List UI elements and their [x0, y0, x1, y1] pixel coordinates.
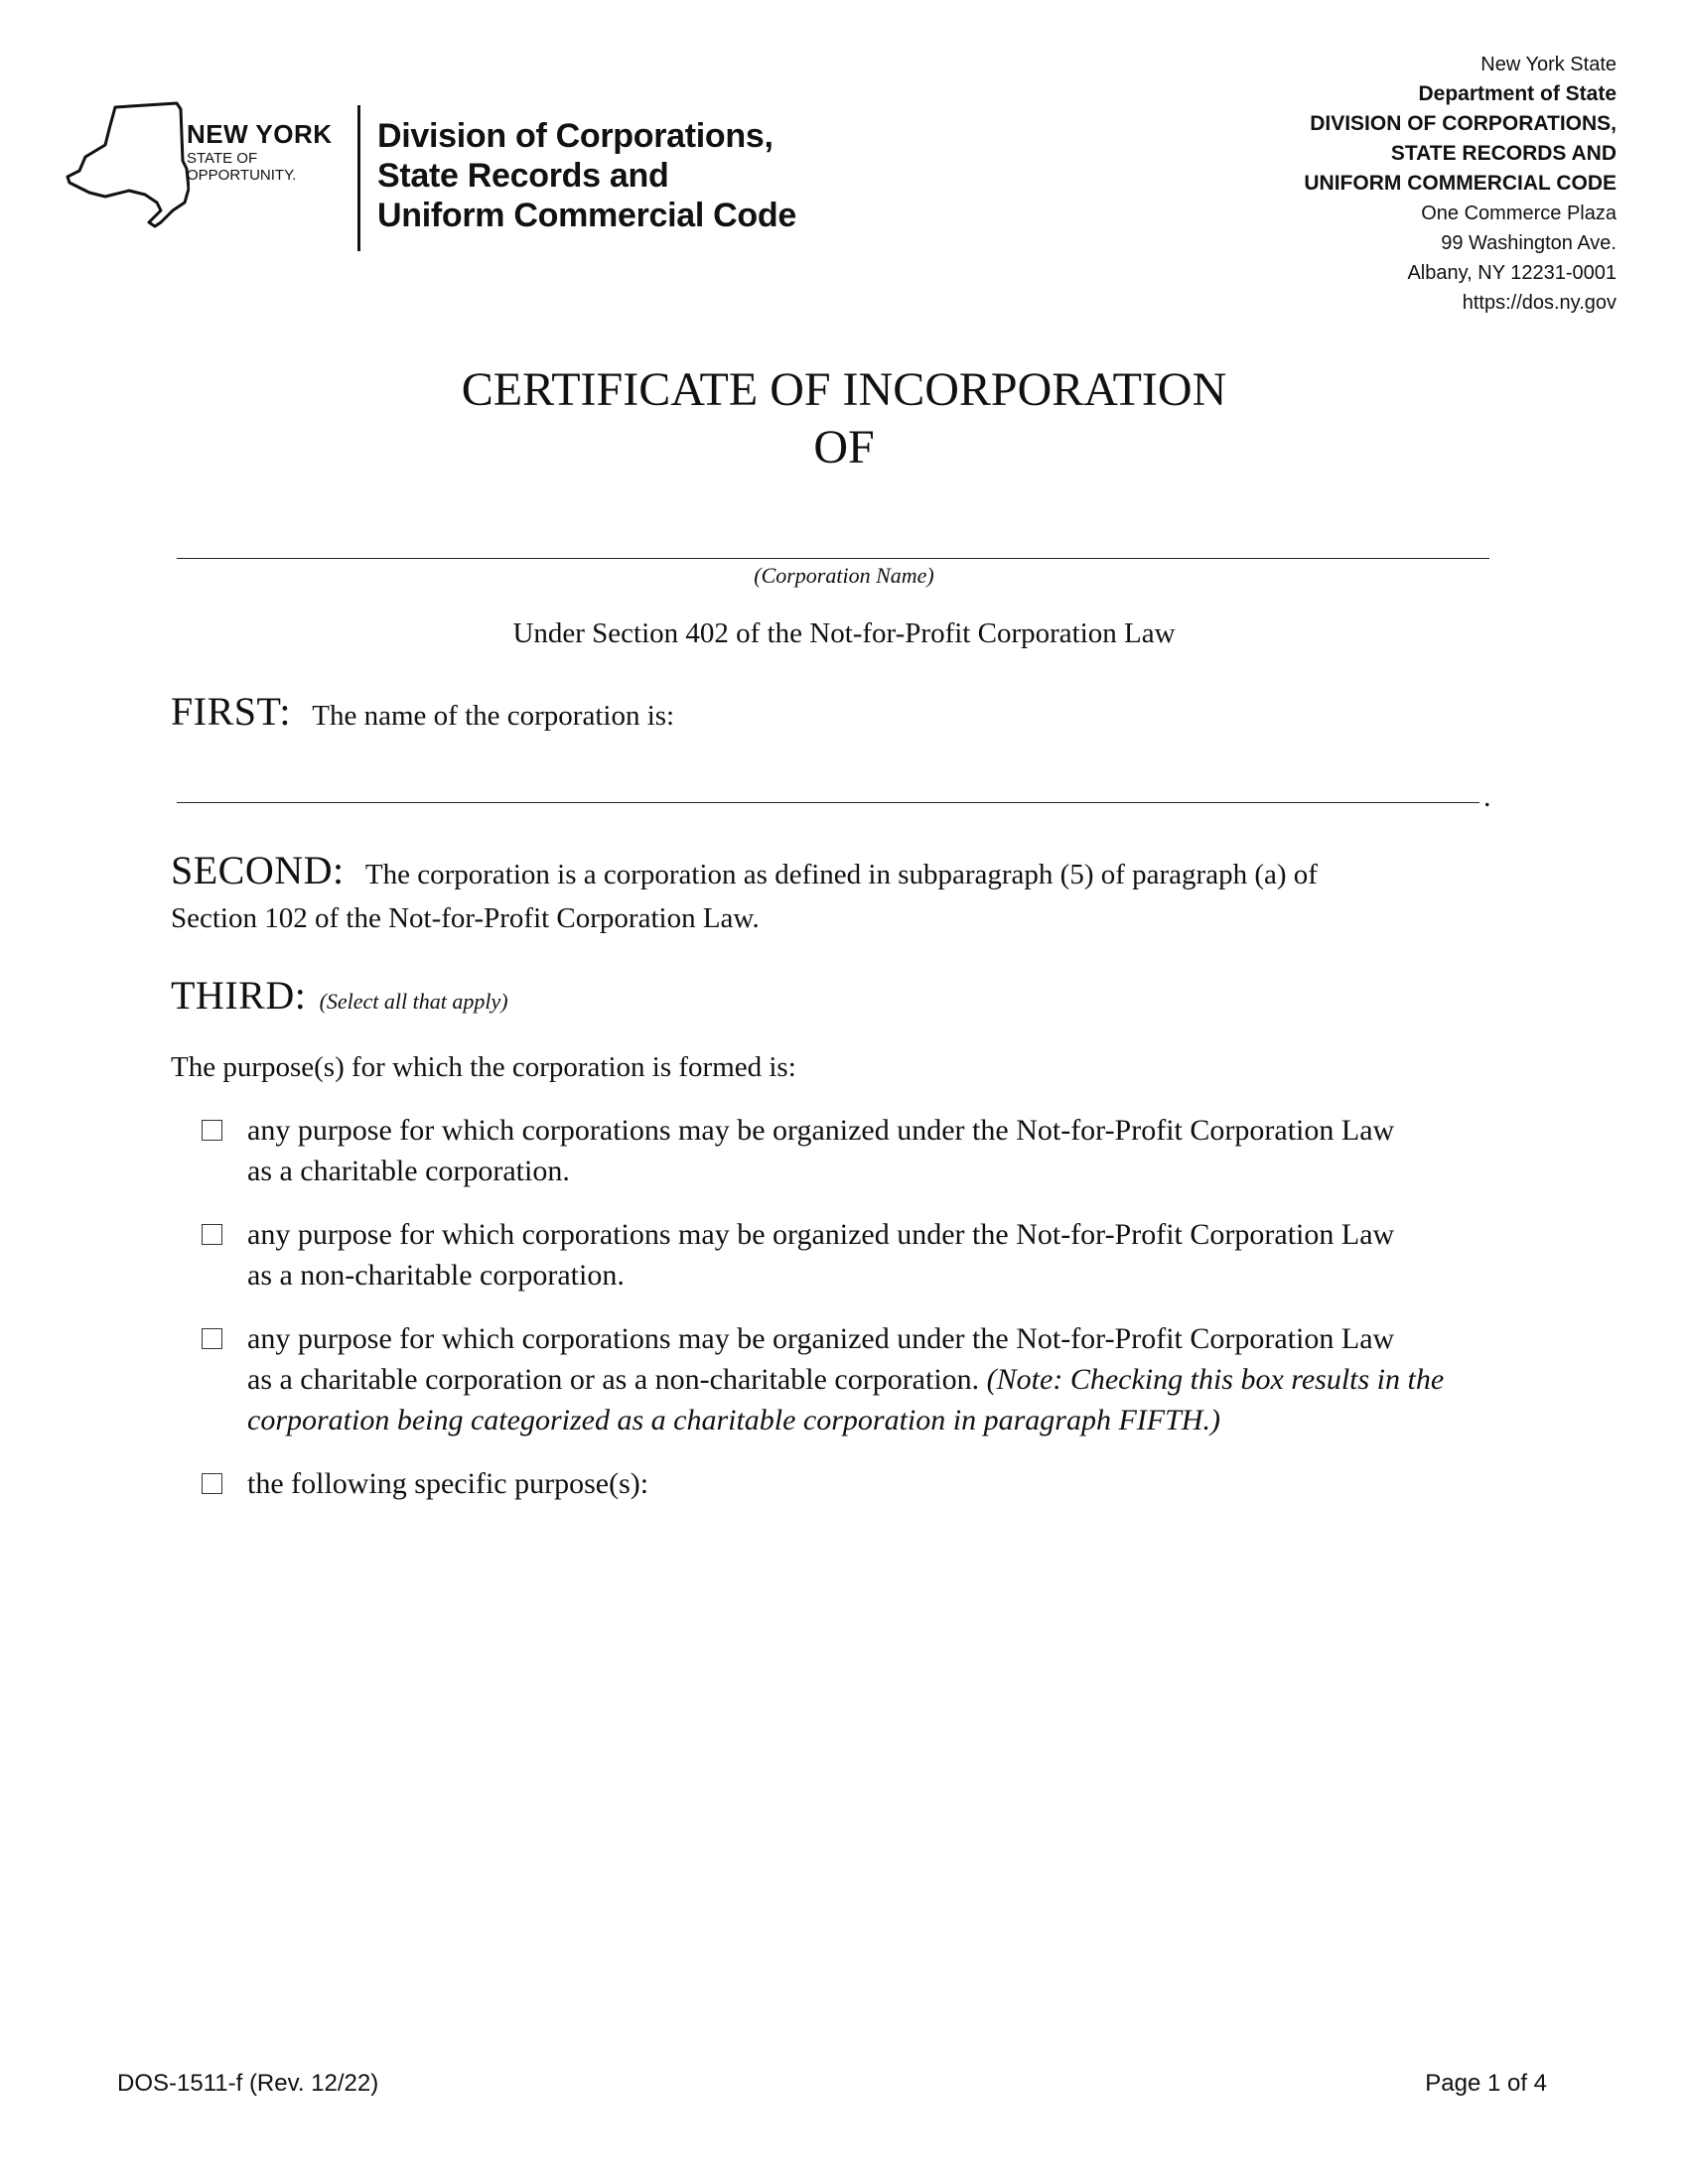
- option-text: [247, 1318, 1608, 1440]
- first-keyword: FIRST:: [171, 689, 292, 734]
- logo-divider: [357, 105, 360, 251]
- option-text: [247, 1110, 1608, 1191]
- option-1-line-2: as a charitable corporation.: [247, 1155, 570, 1187]
- new-york-state-map-icon: [66, 99, 190, 230]
- logo-opportunity: OPPORTUNITY.: [187, 167, 297, 184]
- option-1-line-1: any purpose for which corporations may be organized under the Not-for-Profit Corporation Law: [247, 1114, 1395, 1147]
- division-name: [377, 116, 796, 235]
- division-line-3: Uniform Commercial Code: [377, 197, 796, 234]
- third-keyword: THIRD:: [171, 973, 307, 1018]
- address-division-1: DIVISION OF CORPORATIONS,: [1310, 112, 1617, 135]
- name-line-period: .: [1483, 780, 1491, 813]
- second-keyword: SECOND:: [171, 848, 345, 892]
- option-3-line-2-plain: as a charitable corporation or as a non-charitable corporation.: [247, 1363, 987, 1396]
- option-3-line-2: [247, 1359, 1608, 1400]
- checkbox-non-charitable[interactable]: [202, 1224, 222, 1245]
- ny-logo-wordmark: [187, 121, 333, 184]
- title-line-2: OF: [813, 421, 875, 474]
- purpose-intro: The purpose(s) for which the corporation is formed is:: [171, 1051, 796, 1083]
- option-3-line-3-note: corporation being categorized as a charitable corporation in paragraph FIFTH.): [247, 1404, 1220, 1436]
- division-line-1: Division of Corporations,: [377, 117, 774, 155]
- first-text: The name of the corporation is:: [312, 700, 675, 732]
- option-2-line-2: as a non-charitable corporation.: [247, 1259, 625, 1292]
- option-4-line-1: the following specific purpose(s):: [247, 1467, 649, 1500]
- option-text: [247, 1463, 1608, 1504]
- address-street-2: 99 Washington Ave.: [1441, 232, 1617, 254]
- address-department: Department of State: [1418, 82, 1617, 105]
- option-3-line-1: any purpose for which corporations may be organized under the Not-for-Profit Corporation Law: [247, 1322, 1395, 1355]
- under-section-text: Under Section 402 of the Not-for-Profit Corporation Law: [512, 617, 1176, 649]
- logo-new-york: NEW YORK: [187, 119, 333, 149]
- address-street-1: One Commerce Plaza: [1421, 203, 1617, 224]
- division-line-2: State Records and: [377, 157, 669, 195]
- option-2-line-1: any purpose for which corporations may be organized under the Not-for-Profit Corporation Law: [247, 1218, 1395, 1251]
- checkbox-specific-purpose[interactable]: [202, 1473, 222, 1494]
- select-all-note: (Select all that apply): [319, 989, 508, 1014]
- address-division-2: STATE RECORDS AND: [1390, 142, 1617, 165]
- option-text: [247, 1214, 1608, 1296]
- first-paragraph: [171, 691, 674, 737]
- checkbox-charitable-or-non-charitable[interactable]: [202, 1328, 222, 1349]
- checkbox-charitable[interactable]: [202, 1120, 222, 1141]
- corporation-name-input-line[interactable]: [177, 802, 1479, 803]
- address-division-3: UNIFORM COMMERCIAL CODE: [1304, 172, 1617, 195]
- corporation-name-caption: (Corporation Name): [754, 563, 934, 588]
- document-title: [0, 361, 1688, 477]
- second-paragraph: [171, 850, 1318, 895]
- form-id: DOS-1511-f (Rev. 12/22): [117, 2070, 379, 2097]
- logo-state-of: STATE OF: [187, 150, 258, 167]
- option-3-line-2-note: (Note: Checking this box results in the: [986, 1363, 1445, 1396]
- corporation-name-line[interactable]: [177, 558, 1489, 559]
- third-paragraph: [171, 975, 508, 1023]
- second-line-2: Section 102 of the Not-for-Profit Corporation Law.: [171, 902, 760, 934]
- second-line-1: The corporation is a corporation as defined in subparagraph (5) of paragraph (a) of: [364, 859, 1318, 890]
- address-state: New York State: [1480, 54, 1617, 75]
- department-address: [1304, 50, 1617, 318]
- address-city: Albany, NY 12231-0001: [1407, 262, 1617, 284]
- page-number: Page 1 of 4: [1425, 2070, 1547, 2097]
- address-website[interactable]: https://dos.ny.gov: [1462, 292, 1617, 314]
- title-line-1: CERTIFICATE OF INCORPORATION: [461, 363, 1227, 416]
